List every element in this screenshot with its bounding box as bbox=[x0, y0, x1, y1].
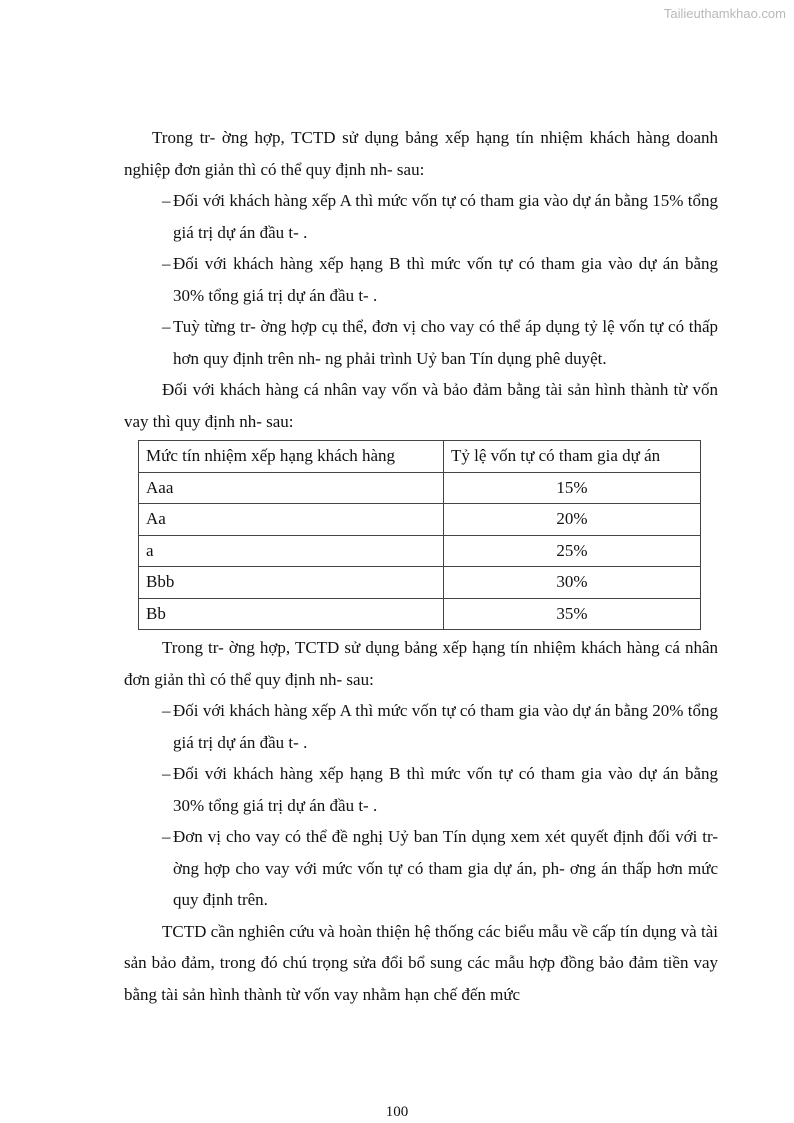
list-item-text: Đơn vị cho vay có thể đề nghị Uỷ ban Tín dụng xem xét quyết định đối với tr- ờng hợp cho vay với mức vốn tự có tham gia dự án, ph- ơng án thấp hơn mức quy định trên. bbox=[173, 827, 718, 909]
list-individual-rules bbox=[124, 695, 718, 916]
table-cell-ratio: 25% bbox=[444, 535, 701, 567]
table-row bbox=[139, 598, 701, 630]
dash-mark: – bbox=[162, 191, 171, 210]
table-cell-ratio: 20% bbox=[444, 504, 701, 536]
list-item-text: Đối với khách hàng xếp A thì mức vốn tự có tham gia vào dự án bằng 20% tổng giá trị dự án đầu t- . bbox=[173, 701, 718, 752]
list-item bbox=[124, 248, 718, 311]
paragraph-4: TCTD cần nghiên cứu và hoàn thiện hệ thống các biểu mẫu về cấp tín dụng và tài sản bảo đảm, trong đó chú trọng sửa đổi bổ sung các mẫu hợp đồng bảo đảm tiền vay bằng tài sản hình thành từ vốn vay nhằm hạn chế đến mức bbox=[124, 921, 718, 1004]
table-cell-rating: Aaa bbox=[139, 472, 444, 504]
table-row bbox=[139, 567, 701, 599]
list-item-text: Đối với khách hàng xếp hạng B thì mức vốn tự có tham gia vào dự án bằng 30% tổng giá trị dự án đầu t- . bbox=[173, 764, 718, 815]
list-item bbox=[124, 695, 718, 758]
table-cell-ratio: 30% bbox=[444, 567, 701, 599]
table-row bbox=[139, 504, 701, 536]
paragraph-1: Trong tr- ờng hợp, TCTD sử dụng bảng xếp hạng tín nhiệm khách hàng doanh nghiệp đơn giản thì có thể quy định nh- sau: bbox=[124, 128, 718, 179]
table-cell-rating: Aa bbox=[139, 504, 444, 536]
list-item bbox=[124, 185, 718, 248]
dash-mark: – bbox=[162, 764, 171, 783]
list-item bbox=[124, 758, 718, 821]
table-cell-rating: Bb bbox=[139, 598, 444, 630]
list-item-text: Tuỳ từng tr- ờng hợp cụ thể, đơn vị cho vay có thể áp dụng tỷ lệ vốn tự có thấp hơn quy định trên nh- ng phải trình Uỷ ban Tín dụng phê duyệt. bbox=[173, 317, 718, 368]
table-cell-ratio: 15% bbox=[444, 472, 701, 504]
dash-mark: – bbox=[162, 254, 171, 273]
table-cell-rating: Bbb bbox=[139, 567, 444, 599]
document-body bbox=[124, 122, 718, 1010]
rating-table bbox=[138, 440, 701, 630]
dash-mark: – bbox=[162, 827, 171, 846]
list-item bbox=[124, 311, 718, 374]
dash-mark: – bbox=[162, 317, 171, 336]
table-header-ratio: Tỷ lệ vốn tự có tham gia dự án bbox=[444, 441, 701, 473]
table-header-rating: Mức tín nhiệm xếp hạng khách hàng bbox=[139, 441, 444, 473]
table-cell-ratio: 35% bbox=[444, 598, 701, 630]
page-number: 100 bbox=[385, 1104, 409, 1120]
table-row bbox=[139, 472, 701, 504]
watermark: Tailieuthamkhao.com bbox=[663, 6, 786, 21]
table-row bbox=[139, 535, 701, 567]
list-business-rules bbox=[124, 185, 718, 374]
dash-mark: – bbox=[162, 701, 171, 720]
list-item-text: Đối với khách hàng xếp A thì mức vốn tự có tham gia vào dự án bằng 15% tổng giá trị dự án đầu t- . bbox=[173, 191, 718, 242]
table-header-row bbox=[139, 441, 701, 473]
paragraph-2: Đối với khách hàng cá nhân vay vốn và bảo đảm bằng tài sản hình thành từ vốn vay thì quy định nh- sau: bbox=[124, 380, 718, 431]
paragraph-3: Trong tr- ờng hợp, TCTD sử dụng bảng xếp hạng tín nhiệm khách hàng cá nhân đơn giản thì có thể quy định nh- sau: bbox=[124, 638, 718, 689]
table-cell-rating: a bbox=[139, 535, 444, 567]
list-item bbox=[124, 821, 718, 916]
list-item-text: Đối với khách hàng xếp hạng B thì mức vốn tự có tham gia vào dự án bằng 30% tổng giá trị dự án đầu t- . bbox=[173, 254, 718, 305]
